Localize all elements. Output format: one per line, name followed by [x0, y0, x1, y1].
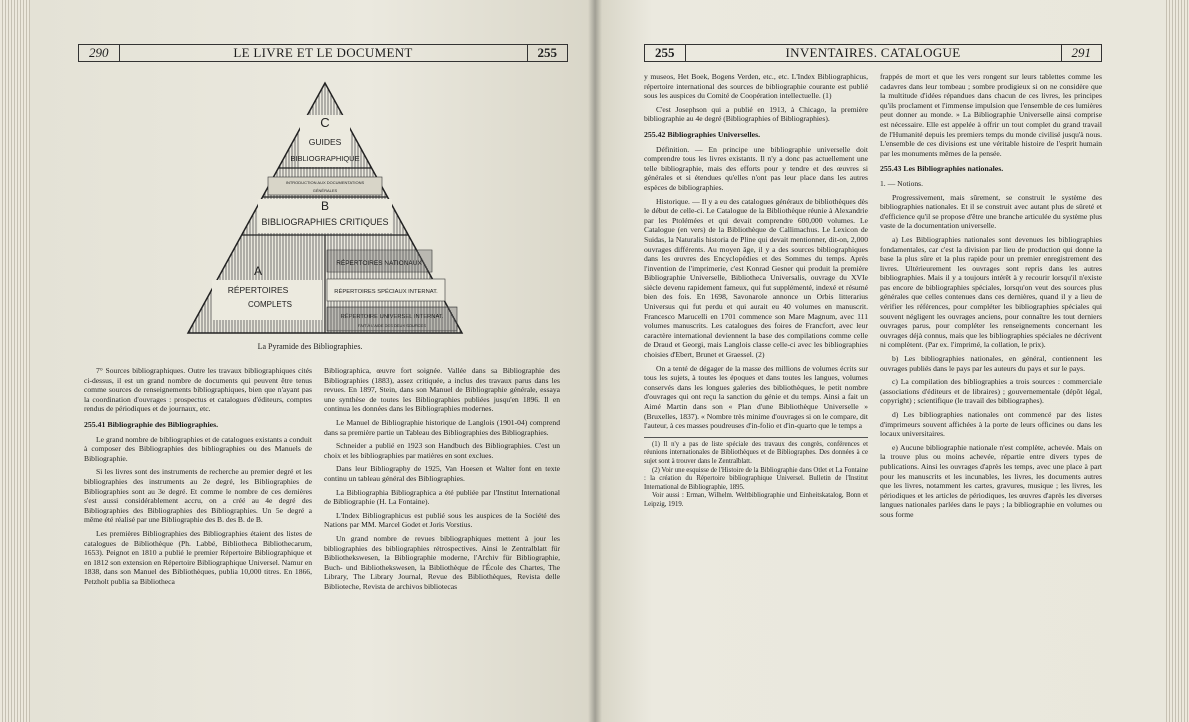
- right-page-number: 291: [1071, 45, 1091, 60]
- pyramid-bib-critiques: BIBLIOGRAPHIES CRITIQUES: [261, 217, 389, 227]
- paragraph: b) Les bibliographies nationales, en général, contiennent les ouvrages publiés dans le pays par les auteurs du pays et sur le pays.: [880, 354, 1102, 373]
- footnotes: [644, 437, 868, 510]
- paragraph: Historique. — Il y a eu des catalogues généraux de bibliothèques dès le début de celle-ci. Le Catalogue de la Bibliothèque réunie à Alexandrie par les Ptolémées et qui devait comprendre 600,000 volumes. Le Catalogue (en vers) de la Bibliothèque de Callimachus. Le Lexicon de Suidas, la Naturalis historia de Pline qui devait mentionner, dit-on, 2,000 ouvrages différents. Au moyen âge, il y a des sources bibliographiques dans les œuvres des Encyclopédies et des Sommes du temps. Après l'invention de l'imprimerie, c'est Konrad Gesner qui produit la première Bibliographie Universelle, Bibliotheca Universalis, ouvrage du XVIe siècle devenu rapidement fameux, qui fut supplémenté, indexé et résumé bien des fois. En 1698, Savonarole annonce un Orbis litterarius Universus qui fut perdu et qui aurait eu 40 volumes en manuscrit. Francesco Marucelli en 1701 commence son Mare Magnum, avec 111 volumes manuscrits. Les catalogues des foires de Francfort, avec leur caractère international deviennent la base des compilations comme celle de Draud et Georgi, mais Langlois classe celle-ci avec les bibliographies choisies d'Ebert, Brunet et Graessel. (2): [644, 196, 868, 360]
- pyramid-bibliographique: BIBLIOGRAPHIQUE: [290, 154, 360, 163]
- pyramid-guides: GUIDES: [308, 137, 342, 147]
- paragraph: La Bibliographia Bibliographica a été publiée par l'Institut International de Bibliographie (H. La Fontaine).: [324, 487, 560, 507]
- pyramid-band1: INTRODUCTION AUX DOCUMENTATIONS: [285, 180, 365, 185]
- right-running-head: [644, 44, 1102, 62]
- paragraph: Un grand nombre de revues bibliographiques mettent à jour les bibliographies des bibliographies rétrospectives. Ainsi le Zentralblatt für Bibliothekswesen, la Bibliographie moderne, l'Archiv für Bibliographie, Buch- und Bibliothekswesen, la Bibliothèque de l'École des Chartes, The Library, The Library Journal, Revue des Bibliothèques, Revista delle Biblioteche, Revista de archivos bibliotecas: [324, 533, 560, 591]
- left-section-number: 255: [537, 45, 557, 60]
- section-heading: 255.41 Bibliographie des Bibliographies.: [84, 419, 219, 429]
- section-heading: 255.42 Bibliographies Universelles.: [644, 129, 761, 139]
- paragraph: y museos, Het Boek, Bogens Verden, etc., etc. L'Index Bibliographicus, répertoire international des sources de bibliographie courante est publié sous les auspices du Comité de Coopération intellectuelle. (1): [644, 72, 868, 101]
- pyramid-figure: [180, 75, 470, 337]
- left-page-number: 290: [89, 45, 109, 60]
- pyramid-fait: FAIT À L'AIDE DES DEUX SOURCES: [357, 323, 427, 328]
- paragraph: Les premières Bibliographies des Bibliographies étaient des listes de catalogues de Bibliothèque (Ph. Labbé, Bibliotheca Bibliothecarum, 1653). Peignot en 1810 a publié le premier Répertoire Bibliographique et en 1812 son extension en Répertoire Bibliographique Universel. Namur en 1838, dans son Manuel des Bibliothèques, publia 10,000 titres. En 1866, Petzholt publia sa Bibliotheca: [84, 528, 312, 586]
- pyramid-complets: COMPLETS: [247, 300, 293, 309]
- pyramid-nationaux: RÉPERTOIRES NATIONAUX: [336, 260, 422, 267]
- right-column-2: [880, 72, 1102, 524]
- book-gutter: [588, 0, 602, 722]
- paragraph: Si les livres sont des instruments de recherche au premier degré et les bibliographies des instruments au 2e degré, les Bibliographies de Bibliographies sont au 3e degré. Et comme le nombre de ces dernières s'est aussi considérablement accru, on a créé au 4e degré des Bibliographies des Bibliographies des Bibliographies. Un 5e degré a même été réalisé par une Bibliographie des B. des B. de B.: [84, 467, 312, 525]
- footnote: (2) Voir une esquisse de l'Histoire de la Bibliographie dans Otlet et La Fontaine : la création du Répertoire bibliographique Universel. Bulletin de l'Institut International de Bibliographie, 1895.: [644, 466, 868, 491]
- footnote: (1) Il n'y a pas de liste spéciale des travaux des congrès, conférences et réunions internationales de Bibliothèques et de Bibliographes. Des données à ce sujet sont à trouver dans le Zentralblatt.: [644, 440, 868, 465]
- pyramid-letter-a: A: [253, 264, 263, 278]
- left-column-2: [324, 366, 560, 595]
- paragraph: L'Index Bibliographicus est publié sous les auspices de la Société des Nations par MM. Marcel Godet et Joris Vorstius.: [324, 510, 560, 530]
- paragraph: 7° Sources bibliographiques. Outre les travaux bibliographiques cités ci-dessus, il est un grand nombre de documents qui peuvent être tenus comme sources de renseignements bibliographiques, bien que n'ayant pas la coordination d'ouvrages : prospectus et catalogues d'éditeurs, comptes rendus de périodiques et de journaux, etc.: [84, 366, 312, 414]
- paragraph: Bibliographica, œuvre fort soignée. Vallée dans sa Bibliographie des Bibliographies (1883), assez critiquée, a inclus des travaux parus dans les revues. En 1897, Stein, dans son Manuel de Bibliographie générale, essaya une synthèse de toutes les Bibliographies publiées jusqu'en 1896. Il en continua les données dans les Bibliographies modernes.: [324, 366, 560, 414]
- pyramid-universel: RÉPERTOIRE UNIVERSEL INTERNAT.: [340, 314, 444, 320]
- paragraph: e) Aucune bibliographie nationale n'est complète, achevée. Mais on la trouve plus ou moins achevée, répartie entre divers types de publications. Ainsi les ouvrages d'après les temps, avec une place à part pour les manuscrits et les incunables, les livres, les documents autres que les livres, notamment les cartes, gravures, musique ; les livres, les périodiques et les articles de périodiques, les œuvres d'après les diverses langues nationales parlées dans le pays ; la bibliographie en volumes ou sous forme: [880, 442, 1102, 519]
- paragraph: c) La compilation des bibliographies a trois sources : commerciale (associations d'éditeurs et de libraires) ; gouvernementale (dépôt légal, copyright) ; scientifique (le travail des bibliographes).: [880, 377, 1102, 406]
- paragraph: a) Les Bibliographies nationales sont devenues les bibliographies fondamentales, car c'est la division par lieu de production qui donne la base la plus sûre et la plus rapide pour un premier enregistrement des livres. Ultérieurement les ouvrages sont repris dans les autres bibliographies. Mais il y a toujours intérêt à y recourir lorsqu'il n'existe pas encore de bibliographies spéciales, lorsqu'on veut des sources plus générales que celles contenues dans ces dernières, quand il y a lieu de vérifier les références, pour compléter les bibliographies spéciales qui souvent négligent les ouvrages anciens, pour connaître les tout derniers ouvrages parus, pour compléter les renseignements concernant les ouvrages déjà connus, mais que les bibliographies spéciales ne décrivent ni complètent. (Par ex. l'imprimé, la collation, le prix).: [880, 234, 1102, 350]
- paragraph: C'est Josephson qui a publié en 1913, à Chicago, la première bibliographie au 4e degré (Bibliographies of Bibliographies).: [644, 104, 868, 124]
- paragraph: d) Les bibliographies nationales ont commencé par des listes d'imprimeurs souvent affichées à la porte de leurs officines ou dans les locaux universitaires.: [880, 410, 1102, 439]
- left-running-head: [78, 44, 568, 62]
- right-column-1: [644, 72, 868, 510]
- pyramid-letter-c: C: [320, 115, 330, 130]
- pyramid-speciaux: RÉPERTOIRES SPÉCIAUX INTERNAT.: [334, 289, 438, 295]
- pyramid-repertoires: RÉPERTOIRES: [227, 285, 289, 295]
- paragraph: Progressivement, mais sûrement, se construit le système des bibliographies nationales. Et il se construit avec autant plus de sûreté et d'efficience qu'il se propose d'être une branche articulée du système plus vaste de la documentation universelle.: [880, 192, 1102, 231]
- pyramid-band2: GÉNÉRALES: [312, 188, 338, 193]
- section-heading: 255.43 Les Bibliographies nationales.: [880, 164, 1004, 174]
- paragraph: Schneider a publié en 1923 son Handbuch des Bibliographies. C'est un choix et les bibliographies par matières en sont exclues.: [324, 441, 560, 460]
- figure-caption: La Pyramide des Bibliographies.: [257, 342, 363, 351]
- paragraph: Définition. — En principe une bibliographie universelle doit comprendre tous les livres existants. Il n'y a donc pas actuellement une telle bibliographie, mais des efforts pour y tendre et des œuvres si générales et si étendues qu'elles n'ont pas leur place dans les autres espèces de bibliographies.: [644, 144, 868, 192]
- left-column-1: [84, 366, 312, 590]
- left-page-title: LE LIVRE ET LE DOCUMENT: [119, 45, 528, 61]
- right-page-edges: [1166, 0, 1189, 722]
- pyramid-letter-b: B: [320, 199, 330, 213]
- right-page-title: INVENTAIRES. CATALOGUE: [685, 45, 1062, 61]
- footnote: Voir aussi : Erman, Wilhelm. Weltbibliographie und Einheitskatalog, Bonn et Leipzig, 1919.: [644, 492, 868, 508]
- right-section-number: 255: [655, 45, 675, 60]
- paragraph: frappés de mort et que les vers rongent sur leurs tablettes comme les cadavres dans leur tombeau ; sombre prodigieux si on ne considère que la multitude d'idées répandues dans chacun de ces livres, les principes qu'ils proclament et l'immense impulsion que l'ensemble de ces lumières peut donner au monde. » La Bibliographie Universelle ainsi comprise est nécessaire. Elle est appelée à offrir un tout complet du grand travail de l'Humanité depuis les premiers temps du monde civilisé jusqu'à nous. L'ensemble de ces divisions est une véritable histoire de l'esprit humain par les monuments mêmes de la pensée.: [880, 72, 1102, 158]
- paragraph: Dans leur Bibliography de 1925, Van Hoesen et Walter font en texte continu un tableau général des Bibliographies.: [324, 464, 560, 483]
- paragraph: Le grand nombre de bibliographies et de catalogues existants a conduit à composer des Bibliographies des bibliographies ou des Manuels de Bibliographie.: [84, 434, 312, 463]
- subsection-heading: 1. — Notions.: [880, 178, 924, 188]
- left-page-edges: [0, 0, 30, 722]
- paragraph: Le Manuel de Bibliographie historique de Langlois (1901-04) comprend dans sa première partie un Tableau des Bibliographies des Bibliographies.: [324, 417, 560, 437]
- paragraph: On a tenté de dégager de la masse des millions de volumes écrits sur tous les sujets, à toutes les époques et dans toutes les langues, volumes conservés dans les longues galeries des bibliothèques, le petit nombre d'ouvrages qui ont reçu la sanction du génie et du temps. Ainsi a fait un Aimé Martin dans son « Plan d'une Bibliothèque Universelle » (Bruxelles, 1837). « Nombre très minime d'ouvrages si on le compare, dit l'auteur, à ces masses poudreuses d'in-folio et d'in-quarto que le temps a: [644, 363, 868, 431]
